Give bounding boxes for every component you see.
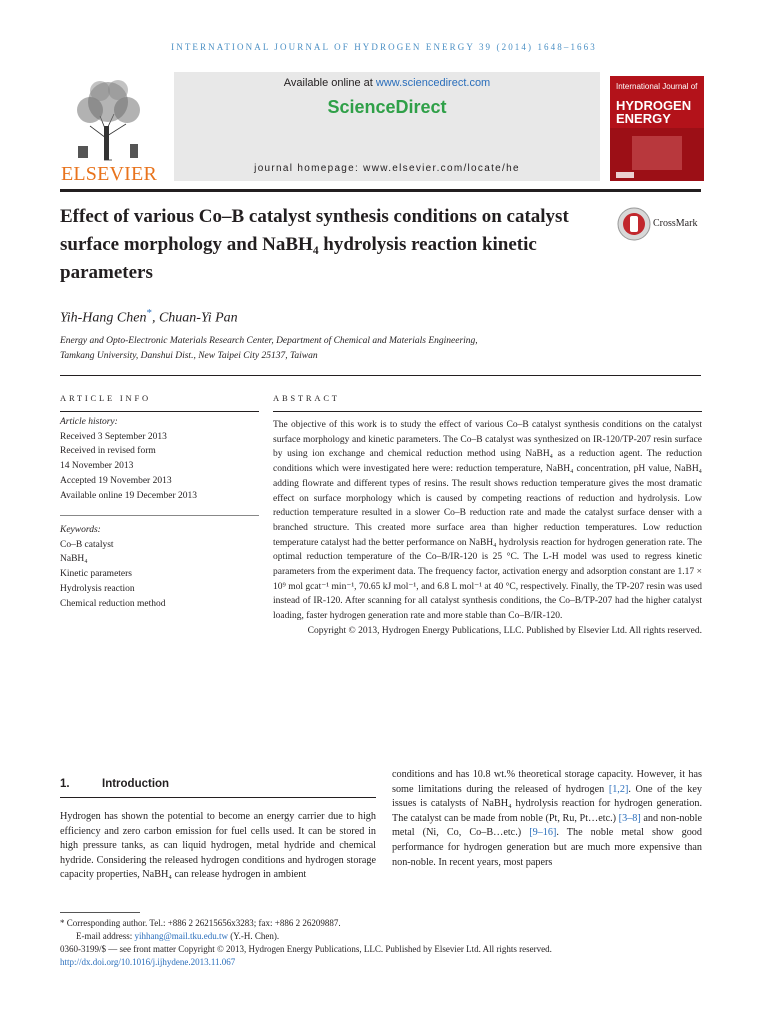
abstract-copyright: Copyright © 2013, Hydrogen Energy Publications, LLC. Published by Elsevier Ltd. All rights reserved. — [307, 625, 702, 636]
cover-title-line2: ENERGY — [616, 111, 671, 126]
header-rule — [60, 189, 701, 192]
sciencedirect-logo[interactable]: ScienceDirect — [327, 97, 447, 117]
abstract-label: ABSTRACT — [273, 393, 340, 403]
journal-homepage[interactable]: journal homepage: www.elsevier.com/locate/he — [254, 163, 520, 174]
footnote-rule — [60, 912, 140, 913]
affiliation — [60, 334, 620, 364]
article-title: Effect of various Co–B catalyst synthesis conditions on catalyst surface morphology and NaBH₄ hydrolysis reaction kinetic parameters — [60, 206, 569, 283]
reference-link[interactable]: [3–8] — [618, 812, 641, 824]
intro-text: and non-noble metal (Ni, Co, Co–B…etc.) — [392, 812, 702, 839]
journal-cover-image[interactable] — [610, 76, 704, 181]
issn-line: 0360-3199/$ — see front matter Copyright © 2013, Hydrogen Energy Publications, LLC. Published by Elsevier Ltd. All rights reserved. — [60, 944, 552, 954]
available-online — [174, 77, 600, 89]
cover-title-line1: HYDROGEN — [616, 98, 692, 113]
section-rule — [60, 375, 701, 376]
section-number: 1. — [60, 778, 70, 790]
keyword-item: Hydrolysis reaction — [60, 583, 135, 594]
intro-text: conditions and has 10.8 wt.% theoretical storage capacity. However, it has some limitations during the released of hydrogen — [392, 769, 702, 795]
keywords — [60, 523, 260, 611]
article-info-rule — [60, 411, 259, 412]
reference-link[interactable]: [1,2] — [608, 783, 629, 795]
intro-right-column — [392, 768, 702, 870]
author-list — [60, 307, 238, 327]
keyword-item: Kinetic parameters — [60, 569, 133, 580]
cover-subtitle: International Journal of — [616, 82, 698, 91]
keyword-item: NaBH₄ — [60, 554, 88, 565]
intro-text: . The noble metal show good performance for hydrogen generation but are much more expensive than non-noble. In recent years, most papers — [392, 827, 702, 868]
email-prefix: E-mail address: — [76, 931, 135, 941]
crossmark-label[interactable]: CrossMark — [653, 218, 698, 229]
section-title: Introduction — [102, 778, 170, 790]
history-item: 14 November 2013 — [60, 461, 134, 472]
section-title-rule — [60, 797, 376, 798]
email-suffix: (Y.-H. Chen). — [228, 931, 280, 941]
crossmark-icon[interactable] — [617, 207, 651, 241]
doi-link[interactable]: http://dx.doi.org/10.1016/j.ijhydene.2013.11.067 — [60, 957, 236, 967]
available-prefix: Available online at — [283, 77, 376, 89]
author-name: Chuan-Yi Pan — [158, 310, 238, 326]
history-item: Received in revised form — [60, 446, 156, 457]
keywords-label: Keywords: — [60, 525, 101, 535]
email-note — [76, 930, 718, 943]
intro-text: . One of the key issues is catalysts of NaBH₄ hydrolysis reaction for hydrogen generation. The catalyst can be made from noble (Pt, Ru, Pt…etc.) — [392, 783, 702, 824]
keyword-item: Co–B catalyst — [60, 539, 114, 550]
history-label: Article history: — [60, 417, 118, 427]
history-item: Available online 19 December 2013 — [60, 490, 197, 501]
journal-header: INTERNATIONAL JOURNAL OF HYDROGEN ENERGY 39 (2014) 1648–1663 — [171, 42, 597, 52]
abstract-body: The objective of this work is to study the effect of various Co–B catalyst synthesis conditions on the catalyst surface morphology and kinetic parameters. The Co–B catalyst was synthesized on IR-120/TP-207 resin surface by using ion exchange and chemical reduction method using NaBH₄ as a reduction agent. The reduction conditions which were investigated here were: reduction temperature, NaBH₄ concentration, pH value, NaBH₄ adding flowrate and different types of resins. The result shows reduction temperature gives the most dramatic effect on surface morphology which is caused by competing reactions of reduction and hydrolysis. Low reduction temperature resulted in a slower Co–B reduction rate and made the catalyst surface denser with a branched structure. This created more surface area than higher reduction temperatures. Low reduction temperature catalyst had the better performance on NaBH₄ hydrolysis reaction for hydrogen generation rate. The optimal reduction temperature of the Co–B/IR-120 is 25 °C. The L-H model was used to regress kinetic parameters from the experiment data. The frequency factor, activation energy and adsorption constant are 1.17 × 10⁹ mol gcat⁻¹ min⁻¹, 70.65 kJ mol⁻¹, and 6.8 L mol⁻¹ at 40 °C, respectively. Finally, the TP-207 resin was used instead of IR-120. After scanning for all catalyst synthesis conditions, the Co–B/TP-207 had the higher catalyst loading, faster hydrogen generation rate and more stable than Co–B/IR-120. — [273, 420, 702, 622]
sciencedirect-link[interactable]: www.sciencedirect.com — [375, 77, 491, 89]
info-divider — [60, 515, 259, 516]
author-name: Yih-Hang Chen — [60, 310, 147, 326]
abstract-text — [273, 418, 702, 639]
history-item: Received 3 September 2013 — [60, 431, 167, 442]
intro-left-column: Hydrogen has shown the potential to become an energy carrier due to high efficiency and zero carbon emission for fuel cells used. It can be stored in high pressure tanks, as can liquid hydrogen, metal hydride and chemical hydride. Considering the released hydrogen conditions and hydrogen storage capacity properties, NaBH₄ can release hydrogen in ambient — [60, 811, 376, 881]
article-history — [60, 415, 260, 503]
corresponding-author-note: * Corresponding author. Tel.: +886 2 26215656x3283; fax: +886 2 26209887. — [60, 918, 341, 928]
author-separator: , — [151, 310, 159, 326]
reference-link[interactable]: [9–16] — [529, 827, 557, 839]
corresponding-author-marker[interactable]: * — [146, 307, 152, 319]
elsevier-wordmark[interactable]: ELSEVIER — [60, 163, 158, 185]
keyword-item: Chemical reduction method — [60, 598, 166, 609]
history-item: Accepted 19 November 2013 — [60, 475, 172, 486]
affiliation-line: Energy and Opto-Electronic Materials Research Center, Department of Chemical and Materials Engineering, — [60, 336, 478, 346]
affiliation-line: Tamkang University, Danshui Dist., New Taipei City 25137, Taiwan — [60, 351, 318, 361]
email-link[interactable]: yihhang@mail.tku.edu.tw — [134, 931, 229, 941]
article-info-label: ARTICLE INFO — [60, 393, 151, 403]
abstract-rule — [273, 411, 702, 412]
